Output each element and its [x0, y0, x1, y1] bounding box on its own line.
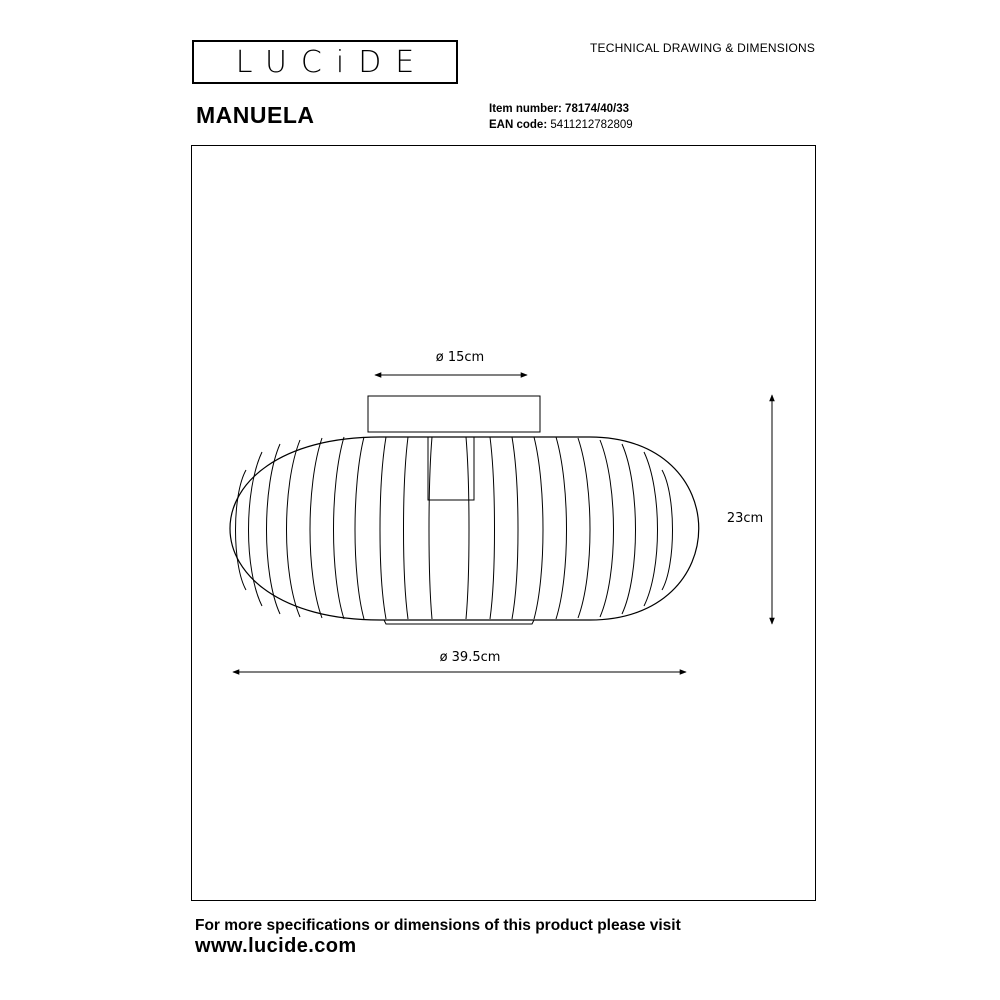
footer-url-link[interactable]: www.lucide.com: [195, 935, 357, 957]
footer-text: For more specifications or dimensions of this product please visit: [195, 917, 681, 934]
ceiling-base: [368, 396, 540, 432]
shade-diameter-label: ø 39.5cm: [439, 650, 501, 665]
shade-ribs: [236, 437, 673, 619]
ean-code-label: EAN code:: [489, 119, 548, 131]
section-title: TECHNICAL DRAWING & DIMENSIONS: [590, 41, 816, 55]
item-number-value: 78174/40/33: [565, 103, 629, 115]
brand-logo-text: LUCiDE: [235, 45, 429, 80]
height-label: 23cm: [726, 511, 764, 526]
product-name: MANUELA: [196, 102, 315, 128]
item-number-label: Item number:: [489, 103, 562, 115]
base-diameter-label: ø 15cm: [435, 350, 485, 365]
ean-code-value: 5411212782809: [550, 119, 633, 131]
